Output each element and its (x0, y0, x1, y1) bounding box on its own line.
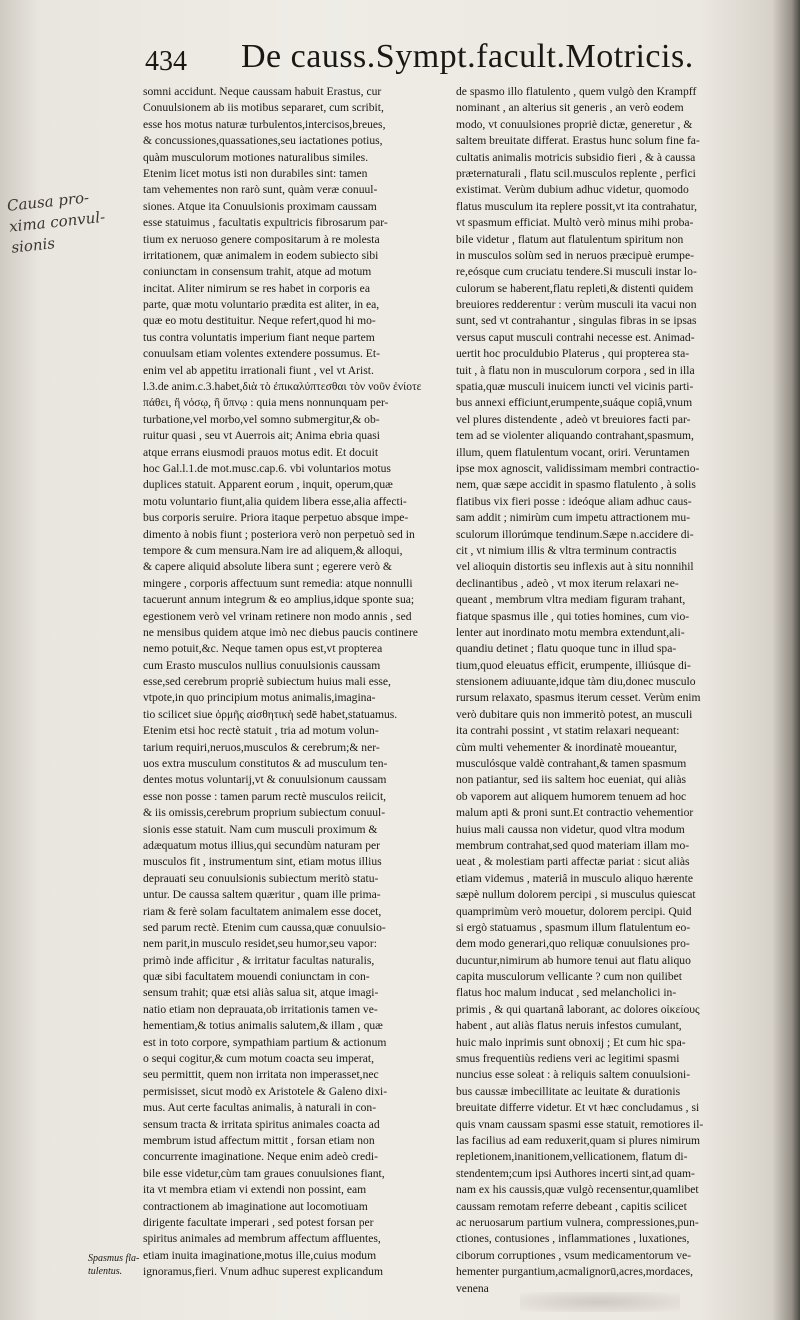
text-line: membrum istud affectum mittit , forsan etiam non (143, 1134, 375, 1147)
text-line: ruitur quasi , seu vt Auerrois ait; Anima ebria quasi (143, 429, 380, 443)
margin-note-line: Causa pro- (6, 188, 90, 215)
text-line: mus. Aut certe facultas animalis, à naturali in con- (143, 1101, 377, 1115)
text-line: Etenim licet motus isti non durabiles sint: tamen (143, 166, 368, 180)
book-spine-shadow (772, 0, 800, 1320)
text-line: uos extra musculum constitutos & ad musculum ten- (143, 757, 388, 771)
text-line: habent , aut aliàs flatus neruis infestos cumulant, (456, 1019, 682, 1033)
page-stain (520, 1292, 680, 1312)
text-line: ctiones, contusiones , inflammationes , luxationes, (456, 1232, 690, 1246)
text-line: sunt, sed vt contrahantur , singulas fibras in se ipsas (456, 314, 697, 328)
text-line: tempore & cum mensura.Nam ire ad aliquem,& alloqui, (143, 543, 403, 557)
text-line: esse non posse : tamen parum rectè musculos reiicit, (143, 789, 387, 803)
text-line: irritationem, quæ animalem in eodem subiecto sibi (143, 248, 379, 262)
text-line: bus caussæ imbecillitate ac leuitate & durationis (456, 1084, 681, 1098)
text-line: nem parit,in musculo residet,seu humor,seu vapor: (143, 937, 377, 951)
text-line: rursum relaxato, spasmus iterum cesset. Verùm enim (456, 691, 701, 705)
text-line: ciborum corruptiones , vsum medicamentorum ve- (456, 1248, 692, 1262)
text-line: stendentem;cum ipsi Authores incerti sint,ad quam- (456, 1166, 695, 1180)
text-line: adæquatum motus illius,qui secundùm naturam per (143, 838, 380, 852)
text-line: cit , vt nimium illis & vltra terminum contractis (456, 543, 677, 557)
text-line: caussam remotam referre debeant , capitis scilicet (456, 1199, 687, 1213)
text-line: o sequi cogitur,& cum motum coacta seu imperat, (143, 1052, 375, 1066)
text-line: existimat. Verùm dubium adhuc videtur, quomodo (456, 183, 689, 197)
text-line: quæ sibi facultatem mouendi coniunctam in con- (143, 970, 370, 984)
text-line: vel alioquin distortis seu inflexis aut à situ nonnihil (456, 560, 694, 574)
text-line: πάθει, ἢ νόσῳ, ἢ ὕπνῳ : quia mens nonnunquam per- (143, 396, 389, 410)
text-line: coniunctam in consensum trahit, atque ad motum (143, 265, 372, 279)
text-line: tem ad se violenter aliquando contrahant,spasmum, (456, 429, 694, 443)
text-line: Conuulsionem ab iis motibus separaret, cum scribit, (143, 101, 384, 115)
text-line: nem, quæ sæpe accidit in spasmo flatulento , à solis (456, 478, 696, 492)
text-line: quàm musculorum motiones naturalibus similes. (143, 150, 369, 164)
text-line: etiam videmus , materiâ in musculo aliquo hærente (456, 871, 693, 885)
text-line: nuncius esse soleat : à reliquis saltem conuulsioni- (456, 1068, 691, 1082)
text-line: stensionem adiuuante,idque tàm diu,donec musculo (456, 675, 696, 689)
text-line: capita musculorum vellicante ? cum non quilibet (456, 970, 683, 984)
text-line: breuitate differre videtur. Et vt hæc concludamus , si (456, 1101, 700, 1115)
text-line: queant , membrum vltra mediam figuram trahant, (456, 593, 686, 607)
text-line: atque errans eiusmodi prauos motus edit. Et docuit (143, 445, 379, 459)
text-line: tam vehementes non rarò sunt, quàm veræ conuul- (143, 183, 378, 197)
side-note-line: tulentus. (88, 1266, 123, 1277)
text-line: tium ex neruoso genere compositarum à re molesta (143, 232, 380, 246)
text-line: repletionem,inanitionem,vellicationem, flatum di- (456, 1150, 688, 1164)
text-line: modo, vt conuulsiones propriè dictæ, generetur , & (456, 117, 693, 131)
text-line: untur. De caussa saltem quæritur , quam ille prima- (143, 888, 381, 902)
text-line: est in toto corpore, sympathiam partium & actionum (143, 1035, 387, 1049)
text-line: turbatione,vel morbo,vel somno submergitur,& ob- (143, 412, 380, 426)
text-line: l.3.de anim.c.3.habet,διὰ τὸ ἐπικαλύπτεσθαι τὸν νοῦν ἐνίοτε (143, 380, 422, 394)
printed-side-note (88, 1252, 148, 1278)
text-line: cultatis animalis motricis subsidio fieri , & à caussa (456, 150, 696, 164)
text-line: versus caput musculi contrahi necesse est. Animad- (456, 330, 695, 344)
text-line: ita vt membra etiam vi extendi non possint, eam (143, 1183, 367, 1197)
text-line: venena (456, 1281, 489, 1295)
text-line: nemo potuit,&c. Neque tamen opus est,vt propterea (143, 642, 383, 656)
text-line: dirigente facultate imperari , sed potest forsan per (143, 1215, 374, 1229)
text-line: sensum trahit; quæ etsi aliàs salua sit, atque imagi- (143, 986, 379, 1000)
text-line: seu permittit, quem non irritata non imperasset,nec (143, 1068, 379, 1082)
margin-note-line: sionis (10, 234, 56, 257)
text-line: esse statuimus , facultatis expultricis fibrosarum par- (143, 216, 388, 230)
text-line: flatus musculum ita replere possit,vt ita contrahatur, (456, 199, 698, 213)
text-line: vt spasmum efficiat. Multò verò minus mihi proba- (456, 216, 694, 230)
text-line: præternaturali , flatu scil.musculos replente , perfici (456, 166, 696, 180)
text-line: tus contra voluntatis imperium fiant neque partem (143, 330, 375, 344)
text-line: dem modo generari,quo reliquæ conuulsiones pro- (456, 937, 690, 951)
text-line: quamprimùm verò mouetur, dolorem percipi. Quid (456, 904, 692, 918)
page-header (145, 38, 694, 82)
text-line: hementer purgantium,acmalignorū,acres,mordaces, (456, 1265, 694, 1279)
text-line: re,eósque cum cruciatu tendere.Si musculi instar lo- (456, 265, 697, 279)
text-line: motu voluntario fiunt,alia quidem libera esse,alia affecti- (143, 494, 407, 508)
text-line: parte, quæ motu voluntario prædita est aliter, in ea, (143, 298, 380, 312)
text-line: bus annexi efficiunt,erumpente,suáque copiâ,vnum (456, 396, 693, 410)
text-line: spiritus animales ad membrum affectum affluentes, (143, 1232, 381, 1246)
text-line: incitat. Aliter nimirum se res habet in corporis ea (143, 281, 370, 295)
text-line: natio etiam non deprauata,ob irritationis tamen ve- (143, 1002, 378, 1016)
text-line: ignoramus,fieri. Vnum adhuc superest explicandum (143, 1265, 383, 1279)
text-line: sæpè nullum dolorem percipi , si musculus quiescat (456, 888, 696, 902)
text-line: quæ eo motu destituitur. Neque refert,quod hi mo- (143, 314, 376, 328)
text-line: fiatque spasmus ille , qui toties homines, cum vio- (456, 609, 690, 623)
text-line: musculósque valdè contrahant,& tamen spasmum (456, 757, 687, 771)
text-line: huic malo inprimis sunt obnoxij ; Et cum hic spa- (456, 1035, 686, 1049)
text-line: quis vnam caussam spasmi esse statuit, remotiores il- (456, 1117, 704, 1131)
text-line: & concussiones,quassationes,seu iactationes potius, (143, 134, 383, 148)
text-line: deprauati seu conuulsionis subiectum meritò statu- (143, 871, 379, 885)
text-line: mingere , corporis affectuum sunt remedia: atque nonnulli (143, 576, 413, 590)
text-line: ne mensibus quidem atque imò nec diebus paucis continere (143, 625, 418, 639)
text-line: Etenim etsi hoc rectè statuit , tria ad motum volun- (143, 724, 379, 738)
text-line: flatus hoc malum inducat , sed melancholici in- (456, 986, 677, 1000)
text-line: cum Erasto musculos nullius conuulsionis caussam (143, 658, 381, 672)
text-line: siones. Atque ita Conuulsionis proximam caussam (143, 199, 377, 213)
text-line: egestionem verò vel vrinam retinere non modo annis , sed (143, 609, 412, 623)
text-line: riam & ferè solam facultatem animalem esse docet, (143, 904, 382, 918)
text-line: ita contrahi possint , vt statim relaxari nequeant: (456, 724, 680, 738)
text-line: tuit , à flatu non in musculorum corpora , sed in illa (456, 363, 695, 377)
text-line: sionis esse statuit. Nam cum musculi proximum & (143, 822, 378, 836)
left-text-column (143, 84, 445, 1281)
text-line: ducuntur,nimirum ab humore tenui aut flatu aliquo (456, 953, 691, 967)
text-line: enim vel ab appetitu irrationali fiunt , vel vt Arist. (143, 363, 374, 377)
text-line: vel plures distendente , adeò vt breuiores facti par- (456, 412, 691, 426)
text-line: in musculos solùm sed in neruos præcipuè erumpe- (456, 248, 694, 262)
text-line: sam addit ; nimirùm cum impetu attractionem mu- (456, 511, 691, 525)
text-line: non patiantur, sed iis saltem hoc eueniat, qui aliàs (456, 773, 687, 787)
text-line: membrum contrahat,sed quod materiam illam mo- (456, 838, 690, 852)
text-line: permisisset, sicut modò ex Aristotele & Galeno dixi- (143, 1084, 388, 1098)
text-line: dimento à nobis fiunt ; posteriora verò non perpetuò sed in (143, 527, 415, 541)
text-line: nam ex his caussis,quæ vulgò recensentur,quamlibet (456, 1183, 699, 1197)
text-line: sensum tracta & irritata spiritus animales coacta ad (143, 1117, 380, 1131)
handwritten-margin-note (6, 182, 142, 258)
text-line: etiam inuita imaginatione,motus ille,cuius modum (143, 1248, 377, 1262)
text-line: las facilius ad eam reduxerit,quam si plures nimirum (456, 1134, 701, 1147)
right-text-column (456, 84, 772, 1297)
text-line: de spasmo illo flatulento , quem vulgò den Krampff (456, 85, 697, 98)
text-line: ipse mox agnoscit, validissimam membri contractio- (456, 461, 700, 475)
text-line: bile videtur , flatum aut flatulentum spiritum non (456, 232, 684, 246)
text-line: culorum se haberent,flatu repleti,& distenti quidem (456, 281, 694, 295)
text-line: saltem breuitate differat. Erastus hunc solum fine fa- (456, 134, 700, 148)
text-line: vtpote,in quo principium motus animalis,imagina- (143, 691, 376, 705)
running-title: De causs.Sympt.facult.Motricis. (241, 38, 694, 75)
text-line: flatibus vix fieri posse : ideóque aliam adhuc caus- (456, 494, 692, 508)
text-line: tium,quod eleuatus efficit, erumpente, illiúsque di- (456, 658, 691, 672)
text-line: ueat , & molestiam parti affectæ pariat : sicut aliàs (456, 855, 690, 869)
text-line: conuulsam etiam volentes extendere possumus. Et- (143, 347, 380, 361)
side-note-line: Spasmus fla- (88, 1253, 140, 1264)
text-line: verò dubitare quis non immeritò potest, an musculi (456, 707, 693, 721)
text-line: malum apti & proni sunt.Et contractio vehementior (456, 806, 694, 820)
text-line: sed parum rectè. Etenim cum caussa,quæ conuulsio- (143, 920, 386, 934)
text-line: quandiu detinet ; flatu quoque tunc in illud spa- (456, 642, 677, 656)
text-line: esse hos motus naturæ turbulentos,intercisos,breues, (143, 117, 386, 131)
text-line: huius mali caussa non videtur, quod vltra modum (456, 822, 685, 836)
text-line: duplices statuit. Apparent eorum , inquit, operum,quæ (143, 478, 393, 492)
text-line: ob vaporem aut aliquem humorem tenuem ad hoc (456, 789, 687, 803)
text-line: tacuerunt annum integrum & eo amplius,idque sponte sua; (143, 593, 415, 607)
text-line: uertit hoc proculdubio Platerus , qui propterea sta- (456, 347, 690, 361)
text-line: somni accidunt. Neque caussam habuit Erastus, cur (143, 85, 382, 98)
text-line: smus frequentiùs rediens veri ac legitimi spasmi (456, 1052, 680, 1066)
text-line: musculos fit , instrumentum sint, etiam motus illius (143, 855, 382, 869)
text-line: esse,sed cerebrum propriè subiectum huius mali esse, (143, 675, 391, 689)
text-line: sculorum illorúmque tendinum.Sæpe n.accidere di- (456, 527, 694, 541)
text-line: primò inde afficitur , & irritatur facultas naturalis, (143, 953, 375, 967)
text-line: tarium requiri,neruos,musculos & cerebrum;& ner- (143, 740, 380, 754)
text-line: hoc Gal.l.1.de mot.musc.cap.6. vbi voluntarios motus (143, 461, 391, 475)
text-line: & iis omissis,cerebrum proprium subiectum conuul- (143, 806, 386, 820)
text-line: primis , & qui quartanâ laborant, ac dolores οἰκείους (456, 1002, 700, 1016)
text-line: contractionem ab imaginatione aut locomotiuam (143, 1199, 368, 1213)
text-line: spatia,quæ musculi inuicem iuncti vel vicinis parti- (456, 380, 694, 394)
text-line: tio scilicet siue ὁρμῆς αἰσθητικὴ sedē habet,statuamus. (143, 707, 398, 721)
text-line: illum, quem flatulentum vocant, oriri. Veruntamen (456, 445, 690, 459)
text-line: dentes motus voluntarij,vt & conuulsionum caussam (143, 773, 387, 787)
text-line: cùm multi vehementer & inordinatè moueantur, (456, 740, 678, 754)
text-line: breuiores redderentur : verùm musculi ita vacui non (456, 298, 697, 312)
text-line: si ergò statuamus , spasmum illum flatulentum eo- (456, 920, 691, 934)
text-line: bile esse videtur,cùm tam graues conuulsiones fiant, (143, 1166, 385, 1180)
text-line: concurrente imaginatione. Neque enim adeò credi- (143, 1150, 378, 1164)
text-line: lenter aut inordinato motu membra extendunt,ali- (456, 625, 685, 639)
text-line: bus corporis seruire. Priora itaque perpetuo absque impe- (143, 511, 409, 525)
text-line: nominant , an alterius sit generis , an verò eodem (456, 101, 684, 115)
text-line: ac neruosarum partium vulnera, compressiones,pun- (456, 1215, 699, 1229)
text-line: declinantibus , adeò , vt mox iterum relaxari ne- (456, 576, 679, 590)
text-line: & capere aliquid absolute libera sunt ; egerere verò & (143, 560, 392, 574)
text-line: hementiam,& totius animalis salutem,& illam , quæ (143, 1019, 383, 1033)
page-number: 434 (145, 46, 187, 77)
margin-note-line: xima convul- (8, 207, 106, 236)
